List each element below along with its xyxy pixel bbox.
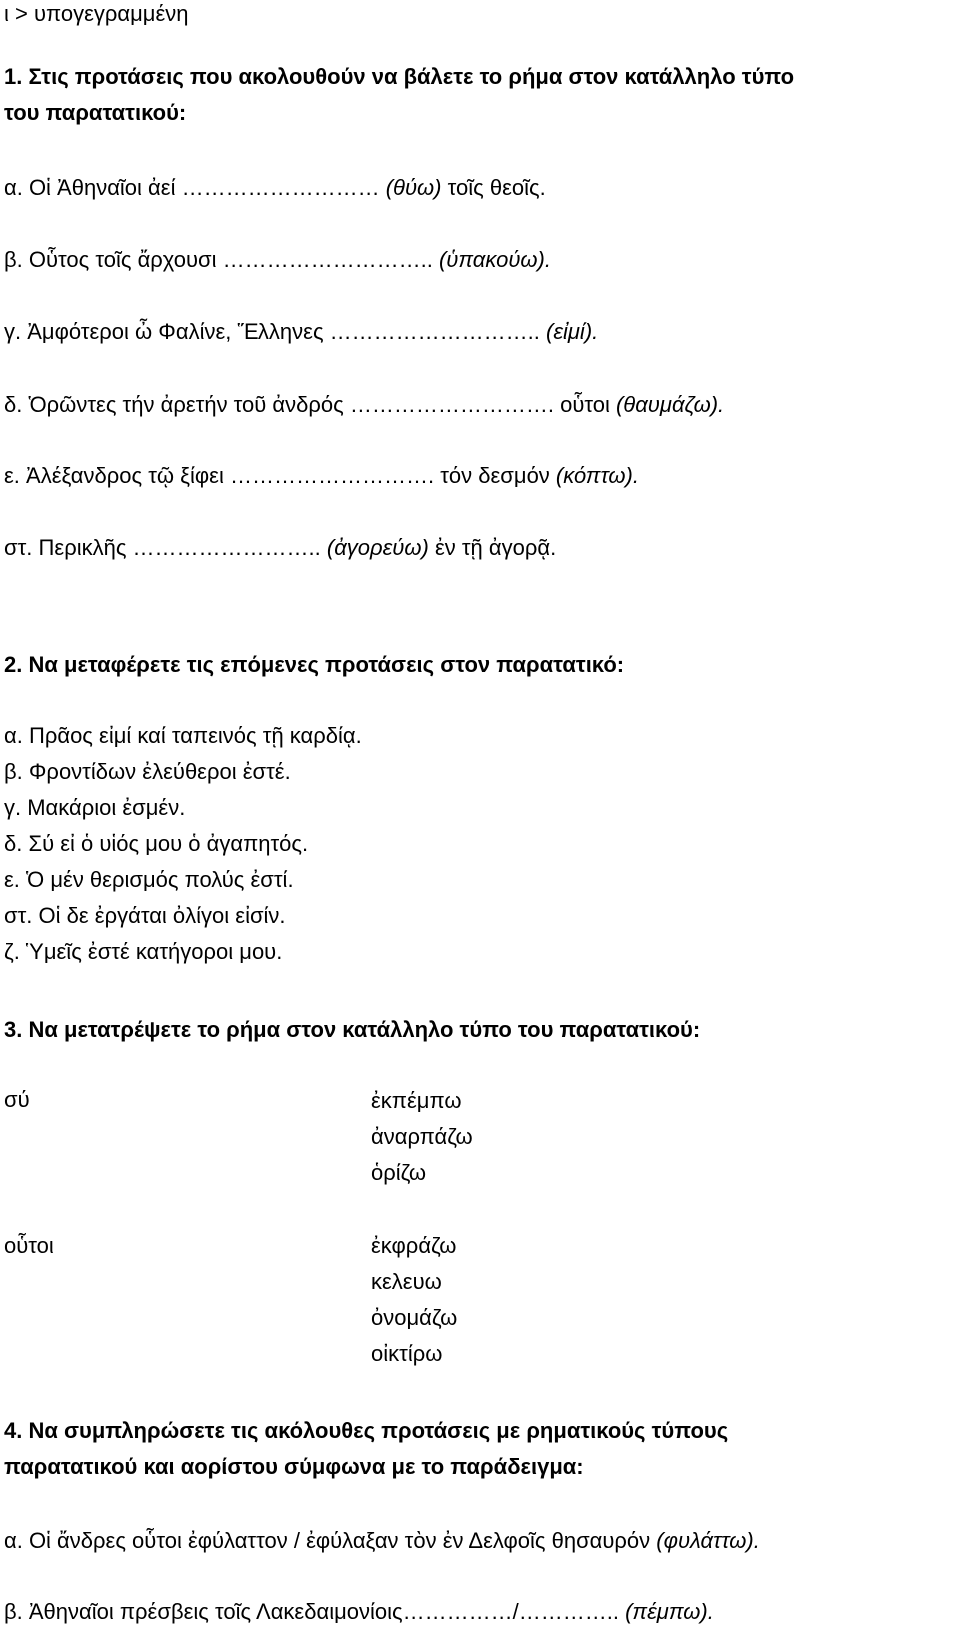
exercise-1-item <box>4 174 546 202</box>
exercise-1-title-line-1: 1. Στις προτάσεις που ακολουθούν να βάλετε το ρήμα στον κατάλληλο τύπο <box>4 64 795 89</box>
verb-item: ἀναρπάζω <box>371 1124 473 1149</box>
exercise-2-item: δ. Σύ εἰ ὁ υἱός μου ὁ ἀγαπητός. <box>4 831 309 856</box>
exercise-2-item: ε. Ὁ μέν θερισμός πολύς ἐστί. <box>4 867 294 892</box>
exercise-2-title: 2. Να μεταφέρετε τις επόμενες προτάσεις στον παρατατικό: <box>4 652 625 677</box>
item-verb: (πέμπω). <box>625 1599 714 1624</box>
item-text: ε. Ἀλέξανδρος τῷ ξίφει ………………………. τόν δεσμόν <box>4 463 556 488</box>
exercise-1-item <box>4 534 556 562</box>
item-text-end: ἐν τῇ ἀγορᾷ. <box>428 535 557 560</box>
exercise-1-item <box>4 246 551 274</box>
item-text: β. Οὗτος τοῖς ἄρχουσι ……………………….. <box>4 247 439 272</box>
header-note: ι > υπογεγραμμένη <box>4 1 189 26</box>
verb-item: ἐκφράζω <box>371 1233 457 1258</box>
exercise-1-title-line-2: του παρατατικού: <box>4 100 187 125</box>
exercise-2-item: α. Πρᾶος εἰμί καί ταπεινός τῇ καρδίᾳ. <box>4 723 362 748</box>
exercise-1-item <box>4 462 639 490</box>
exercise-2-item: στ. Οἱ δε ἐργάται ὀλίγοι εἰσίν. <box>4 903 286 928</box>
item-text: β. Ἀθηναῖοι πρέσβεις τοῖς Λακεδαιμονίοις……………/………….. <box>4 1599 626 1624</box>
exercise-2-item: γ. Μακάριοι ἐσμέν. <box>4 795 186 820</box>
exercise-1-item <box>4 391 724 419</box>
item-text: α. Οἱ Ἀθηναῖοι ἀεί ……………………… <box>4 175 386 200</box>
pronoun-houtoi: οὗτοι <box>4 1233 54 1258</box>
exercise-4-item <box>4 1527 760 1555</box>
item-verb: (φυλάττω). <box>656 1528 760 1553</box>
exercise-4-item <box>4 1598 714 1626</box>
exercise-2-item: ζ. Ὑμεῖς ἐστέ κατήγοροι μου. <box>4 939 283 964</box>
verb-item: ἐκπέμπω <box>371 1088 462 1113</box>
item-verb: (κόπτω). <box>555 463 639 488</box>
item-text: γ. Ἀμφότεροι ὦ Φαλίνε, Ἕλληνες ……………………….. <box>4 319 546 344</box>
verb-item: κελευω <box>371 1269 442 1294</box>
item-verb: (ἀγορεύω) <box>326 535 429 560</box>
exercise-3-title: 3. Να μετατρέψετε το ρήμα στον κατάλληλο τύπο του παρατατικού: <box>4 1017 701 1042</box>
exercise-2-item: β. Φροντίδων ἐλεύθεροι ἐστέ. <box>4 759 291 784</box>
item-text: στ. Περικλῆς …………………….. <box>4 535 327 560</box>
item-verb: (ὑπακούω). <box>438 247 551 272</box>
item-verb: (θαυμάζω). <box>615 392 725 417</box>
exercise-1-item <box>4 318 598 346</box>
verb-item: ὀνομάζω <box>371 1305 458 1330</box>
exercise-4-title-line-2: παρατατικού και αορίστου σύμφωνα με το παράδειγμα: <box>4 1454 584 1479</box>
verb-item: οἰκτίρω <box>371 1341 443 1366</box>
pronoun-su: σύ <box>4 1087 30 1112</box>
exercise-4-title-line-1: 4. Να συμπληρώσετε τις ακόλουθες προτάσεις με ρηματικούς τύπους <box>4 1418 729 1443</box>
item-text-end: τοῖς θεοῖς. <box>441 175 546 200</box>
item-verb: (εἰμί). <box>546 319 599 344</box>
item-text: α. Οἱ ἄνδρες οὗτοι ἐφύλαττον / ἐφύλαξαν τὸν ἐν Δελφοῖς θησαυρόν <box>4 1528 657 1553</box>
item-verb: (θύω) <box>385 175 442 200</box>
item-text: δ. Ὁρῶντες τήν ἀρετήν τοῦ ἀνδρός ………………………. οὗτοι <box>4 392 616 417</box>
verb-item: ὁρίζω <box>371 1160 427 1185</box>
